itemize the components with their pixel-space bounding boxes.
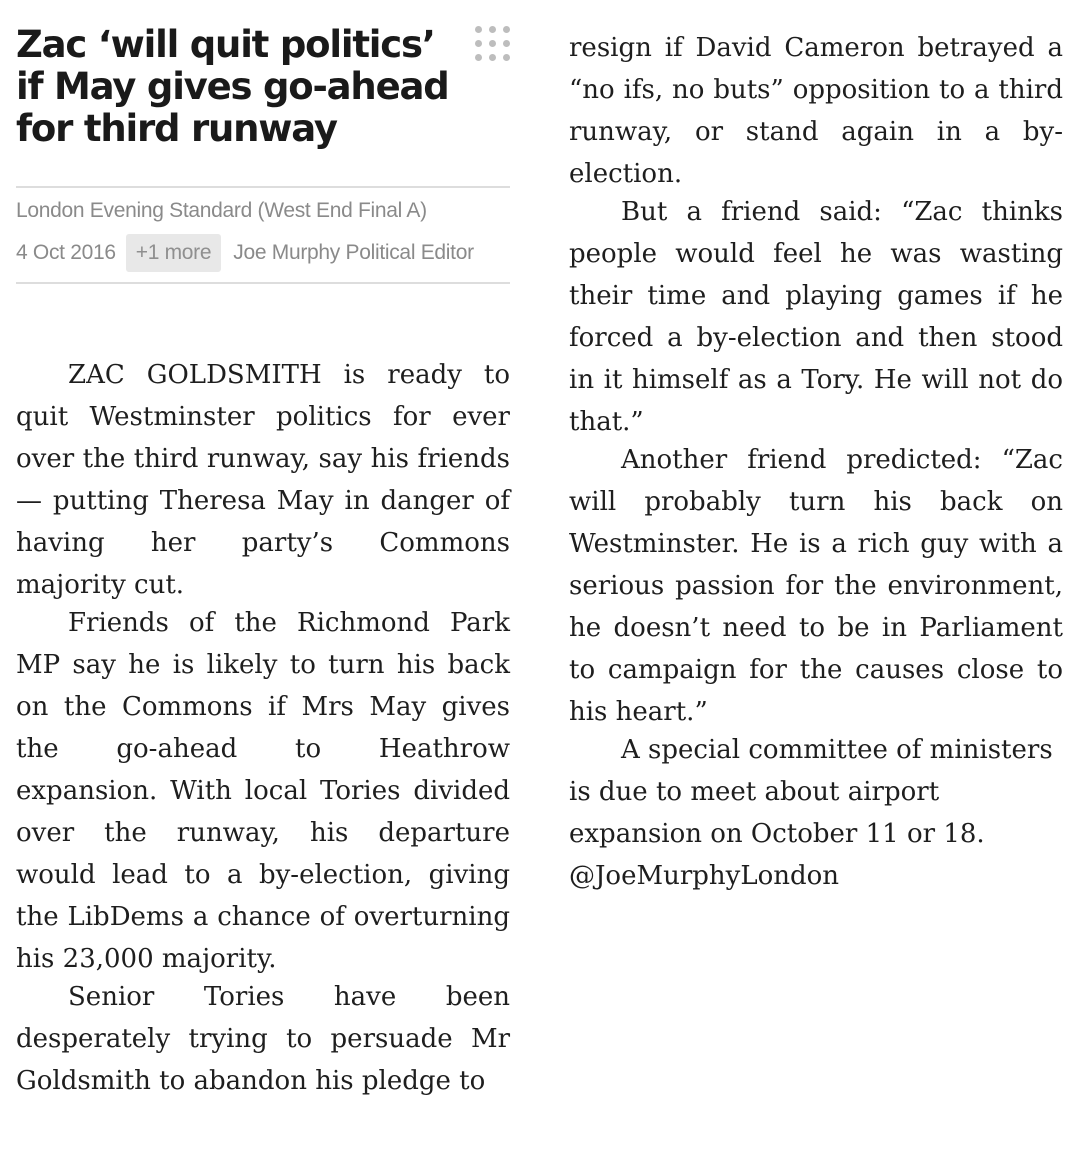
more-sources-button[interactable]: +1 more (126, 234, 222, 272)
paragraph: resign if David Cameron betrayed a “no ifs, no buts” opposition to a third runway, or stand again in a by-election. (569, 33, 1063, 189)
drag-handle-icon[interactable] (473, 24, 513, 64)
paragraph: Senior Tories have been desperately trying to persuade Mr Goldsmith to abandon his pledge to (16, 982, 510, 1096)
paragraph: But a friend said: “Zac thinks people would feel he was wasting their time and playing games if he forced a by-election and then stood in it himself as a Tory. He will not do that.” (569, 197, 1063, 437)
article-right-column (569, 27, 1063, 893)
paragraph: Another friend predicted: “Zac will probably turn his back on Westminster. He is a rich guy with a serious passion for the environment, he doesn’t need to be in Parliament to campaign for the causes close to his heart.” (569, 445, 1063, 727)
divider-bottom (16, 282, 510, 284)
article-meta (16, 188, 510, 282)
paragraph: A special committee of ministers is due to meet about airport expansion on October 11 or 18. @JoeMurphyLondon (569, 735, 1053, 891)
author-name: Joe Murphy Political Editor (233, 241, 474, 264)
headline: Zac ‘will quit politics’ if May gives go-ahead for third runway (16, 23, 449, 150)
publish-date: 4 Oct 2016 (16, 241, 116, 264)
byline-row (16, 232, 510, 274)
source-name: London Evening Standard (West End Final A) (16, 199, 427, 222)
article-body-left (16, 354, 510, 1102)
paragraph: Friends of the Richmond Park MP say he is likely to turn his back on the Commons if Mrs May gives the go-ahead to Heathrow expansion. With local Tories divided over the runway, his departure would lead to a by-election, giving the LibDems a chance of overturning his 23,000 majority. (16, 608, 510, 974)
article-left-column (16, 24, 510, 1098)
paragraph: ZAC GOLDSMITH is ready to quit Westminster politics for ever over the third runway, say his friends — putting Theresa May in danger of having her party’s Commons majority cut. (16, 360, 510, 600)
article-body-right (569, 27, 1063, 897)
